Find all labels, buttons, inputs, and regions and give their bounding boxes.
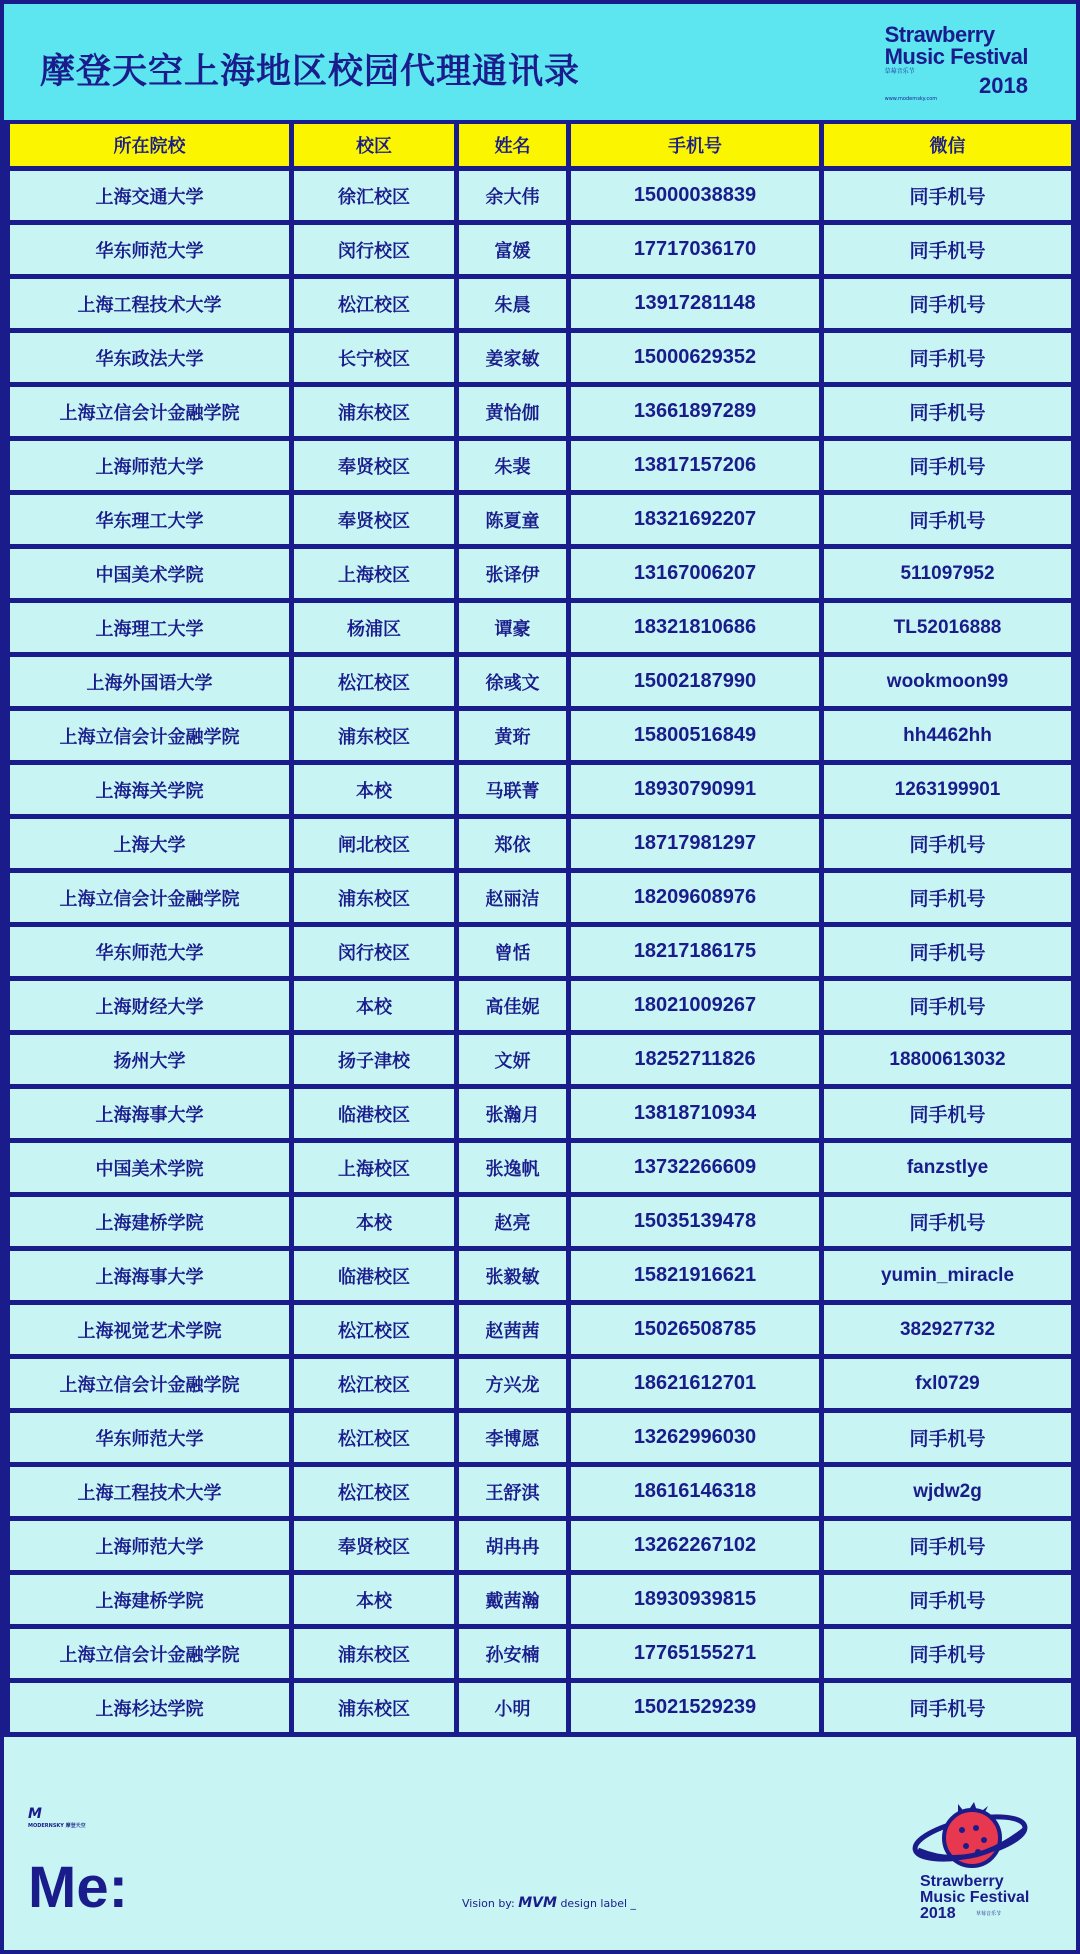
table-row (4, 819, 1076, 873)
cell-name: 徐彧文 (459, 657, 571, 711)
cell-name: 谭豪 (459, 603, 571, 657)
cell-name: 陈夏童 (459, 495, 571, 549)
cell-name: 富媛 (459, 225, 571, 279)
cell-phone: 17765155271 (571, 1629, 824, 1683)
cell-wechat: fxl0729 (824, 1359, 1076, 1413)
cell-name: 郑依 (459, 819, 571, 873)
cell-name: 赵茜茜 (459, 1305, 571, 1359)
cell-name: 胡冉冉 (459, 1521, 571, 1575)
table-row (4, 1143, 1076, 1197)
cell-phone: 18616146318 (571, 1467, 824, 1521)
cell-campus: 本校 (294, 765, 459, 819)
table-row (4, 1197, 1076, 1251)
cell-name: 朱晨 (459, 279, 571, 333)
footer-festival-logo (920, 1874, 1029, 1922)
table-body (4, 171, 1076, 1737)
cell-name: 曾恬 (459, 927, 571, 981)
cell-name: 文妍 (459, 1035, 571, 1089)
cell-phone: 13262996030 (571, 1413, 824, 1467)
cell-school: 上海工程技术大学 (4, 1467, 294, 1521)
cell-phone: 13917281148 (571, 279, 824, 333)
table-row (4, 171, 1076, 225)
cell-school: 华东师范大学 (4, 927, 294, 981)
vision-brand: MVM (518, 1895, 557, 1911)
footer-brand-line1: Strawberry (920, 1873, 1004, 1890)
cell-campus: 闵行校区 (294, 927, 459, 981)
cell-wechat: 同手机号 (824, 495, 1076, 549)
cell-wechat: 同手机号 (824, 1413, 1076, 1467)
cell-wechat: 同手机号 (824, 441, 1076, 495)
footer-brand-year: 2018 (920, 1905, 956, 1922)
cell-phone: 18930939815 (571, 1575, 824, 1629)
brand-line2: Music Festival (884, 44, 1028, 69)
cell-name: 王舒淇 (459, 1467, 571, 1521)
cell-name: 黄珩 (459, 711, 571, 765)
cell-name: 赵亮 (459, 1197, 571, 1251)
cell-campus: 上海校区 (294, 1143, 459, 1197)
cell-school: 上海建桥学院 (4, 1197, 294, 1251)
cell-wechat: 382927732 (824, 1305, 1076, 1359)
cell-name: 余大伟 (459, 171, 571, 225)
cell-school: 上海海事大学 (4, 1251, 294, 1305)
cell-name: 小明 (459, 1683, 571, 1737)
cell-phone: 18021009267 (571, 981, 824, 1035)
cell-campus: 松江校区 (294, 1467, 459, 1521)
cell-wechat: 同手机号 (824, 1197, 1076, 1251)
cell-phone: 18217186175 (571, 927, 824, 981)
cell-wechat: 同手机号 (824, 1683, 1076, 1737)
table-row (4, 387, 1076, 441)
brand-url: www.modernsky.com (884, 96, 938, 102)
brand-year: 2018 (979, 73, 1028, 98)
cell-school: 上海立信会计金融学院 (4, 873, 294, 927)
cell-wechat: 同手机号 (824, 819, 1076, 873)
footer-brand-line2: Music Festival (920, 1889, 1030, 1906)
cell-phone: 18930790991 (571, 765, 824, 819)
cell-phone: 13661897289 (571, 387, 824, 441)
cell-name: 张毅敏 (459, 1251, 571, 1305)
cell-name: 张译伊 (459, 549, 571, 603)
cell-school: 上海视觉艺术学院 (4, 1305, 294, 1359)
cell-wechat: yumin_miracle (824, 1251, 1076, 1305)
modernsky-sub: MODERNSKY 摩登天空 (28, 1823, 86, 1829)
strawberry-planet-icon (906, 1790, 1046, 1878)
cell-school: 华东政法大学 (4, 333, 294, 387)
cell-campus: 浦东校区 (294, 711, 459, 765)
cell-wechat: 同手机号 (824, 279, 1076, 333)
cell-school: 扬州大学 (4, 1035, 294, 1089)
cell-phone: 17717036170 (571, 225, 824, 279)
cell-campus: 本校 (294, 981, 459, 1035)
cell-name: 戴茜瀚 (459, 1575, 571, 1629)
cell-wechat: 同手机号 (824, 225, 1076, 279)
cell-wechat: 1263199901 (824, 765, 1076, 819)
cell-name: 李博愿 (459, 1413, 571, 1467)
cell-phone: 13262267102 (571, 1521, 824, 1575)
cell-wechat: 18800613032 (824, 1035, 1076, 1089)
table-row (4, 1035, 1076, 1089)
cell-campus: 本校 (294, 1575, 459, 1629)
cell-campus: 徐汇校区 (294, 171, 459, 225)
cell-name: 张逸帆 (459, 1143, 571, 1197)
cell-campus: 松江校区 (294, 657, 459, 711)
column-header-name: 姓名 (459, 120, 571, 171)
cell-phone: 15002187990 (571, 657, 824, 711)
cell-school: 上海交通大学 (4, 171, 294, 225)
cell-campus: 本校 (294, 1197, 459, 1251)
table-row (4, 1629, 1076, 1683)
table-row (4, 333, 1076, 387)
cell-wechat: 同手机号 (824, 387, 1076, 441)
vision-prefix: Vision by: (462, 1897, 515, 1910)
cell-school: 上海师范大学 (4, 441, 294, 495)
cell-campus: 松江校区 (294, 1359, 459, 1413)
me-label: Me: (28, 1855, 128, 1920)
cell-phone: 18252711826 (571, 1035, 824, 1089)
table-header-row (4, 120, 1076, 171)
cell-name: 孙安楠 (459, 1629, 571, 1683)
contact-table (4, 120, 1076, 1737)
footer-brand-sub: 草莓音乐节 (976, 1911, 1002, 1917)
table-row (4, 1359, 1076, 1413)
cell-phone: 13817157206 (571, 441, 824, 495)
page-header (4, 4, 1076, 124)
brand-sub: 草莓音乐节 (884, 68, 915, 75)
cell-school: 上海海关学院 (4, 765, 294, 819)
cell-school: 中国美术学院 (4, 1143, 294, 1197)
cell-name: 赵丽洁 (459, 873, 571, 927)
cell-wechat: wookmoon99 (824, 657, 1076, 711)
cell-wechat: wjdw2g (824, 1467, 1076, 1521)
cell-school: 上海建桥学院 (4, 1575, 294, 1629)
cell-phone: 18321692207 (571, 495, 824, 549)
vision-suffix: design label _ (560, 1897, 637, 1910)
cell-campus: 闵行校区 (294, 225, 459, 279)
page-title: 摩登天空上海地区校园代理通讯录 (40, 52, 581, 92)
table-row (4, 549, 1076, 603)
cell-wechat: 同手机号 (824, 1575, 1076, 1629)
table-row (4, 1413, 1076, 1467)
table-row (4, 279, 1076, 333)
cell-school: 上海立信会计金融学院 (4, 1359, 294, 1413)
column-header-school: 所在院校 (4, 120, 294, 171)
cell-wechat: fanzstlye (824, 1143, 1076, 1197)
cell-school: 中国美术学院 (4, 549, 294, 603)
column-header-phone: 手机号 (571, 120, 824, 171)
table-row (4, 225, 1076, 279)
cell-name: 高佳妮 (459, 981, 571, 1035)
column-header-wechat: 微信 (824, 120, 1076, 171)
cell-campus: 浦东校区 (294, 387, 459, 441)
cell-campus: 浦东校区 (294, 1629, 459, 1683)
table-row (4, 927, 1076, 981)
table-row (4, 495, 1076, 549)
cell-wechat: hh4462hh (824, 711, 1076, 765)
table-row (4, 1089, 1076, 1143)
cell-school: 上海海事大学 (4, 1089, 294, 1143)
cell-campus: 松江校区 (294, 1305, 459, 1359)
cell-school: 上海立信会计金融学院 (4, 387, 294, 441)
cell-campus: 松江校区 (294, 1413, 459, 1467)
cell-phone: 18717981297 (571, 819, 824, 873)
cell-wechat: TL52016888 (824, 603, 1076, 657)
cell-campus: 浦东校区 (294, 873, 459, 927)
cell-phone: 13167006207 (571, 549, 824, 603)
cell-school: 上海大学 (4, 819, 294, 873)
cell-wechat: 同手机号 (824, 1521, 1076, 1575)
cell-wechat: 同手机号 (824, 333, 1076, 387)
cell-campus: 奉贤校区 (294, 1521, 459, 1575)
festival-logo (884, 22, 1028, 102)
cell-school: 上海立信会计金融学院 (4, 711, 294, 765)
cell-phone: 15000038839 (571, 171, 824, 225)
table-row (4, 603, 1076, 657)
cell-name: 方兴龙 (459, 1359, 571, 1413)
table-row (4, 765, 1076, 819)
cell-phone: 18209608976 (571, 873, 824, 927)
cell-wechat: 同手机号 (824, 1089, 1076, 1143)
cell-school: 华东师范大学 (4, 1413, 294, 1467)
cell-school: 上海立信会计金融学院 (4, 1629, 294, 1683)
cell-name: 姜家敏 (459, 333, 571, 387)
cell-campus: 奉贤校区 (294, 495, 459, 549)
cell-campus: 闸北校区 (294, 819, 459, 873)
table-row (4, 981, 1076, 1035)
cell-wechat: 同手机号 (824, 927, 1076, 981)
cell-school: 华东师范大学 (4, 225, 294, 279)
cell-name: 朱裴 (459, 441, 571, 495)
cell-wechat: 同手机号 (824, 171, 1076, 225)
cell-school: 上海杉达学院 (4, 1683, 294, 1737)
table-row (4, 1683, 1076, 1737)
table-row (4, 1575, 1076, 1629)
table-row (4, 1467, 1076, 1521)
cell-campus: 奉贤校区 (294, 441, 459, 495)
cell-school: 华东理工大学 (4, 495, 294, 549)
cell-school: 上海工程技术大学 (4, 279, 294, 333)
cell-campus: 杨浦区 (294, 603, 459, 657)
cell-wechat: 511097952 (824, 549, 1076, 603)
cell-phone: 15026508785 (571, 1305, 824, 1359)
cell-phone: 18321810686 (571, 603, 824, 657)
cell-phone: 13732266609 (571, 1143, 824, 1197)
cell-campus: 松江校区 (294, 279, 459, 333)
cell-wechat: 同手机号 (824, 873, 1076, 927)
cell-school: 上海外国语大学 (4, 657, 294, 711)
cell-name: 黄怡伽 (459, 387, 571, 441)
cell-campus: 浦东校区 (294, 1683, 459, 1737)
cell-phone: 15021529239 (571, 1683, 824, 1737)
cell-campus: 临港校区 (294, 1251, 459, 1305)
modernsky-logo (28, 1806, 86, 1829)
vision-credit (462, 1895, 636, 1911)
cell-phone: 18621612701 (571, 1359, 824, 1413)
modernsky-mark: M (28, 1806, 42, 1822)
cell-campus: 临港校区 (294, 1089, 459, 1143)
cell-name: 马联菁 (459, 765, 571, 819)
cell-school: 上海理工大学 (4, 603, 294, 657)
cell-phone: 15821916621 (571, 1251, 824, 1305)
table-row (4, 873, 1076, 927)
cell-wechat: 同手机号 (824, 981, 1076, 1035)
cell-phone: 15000629352 (571, 333, 824, 387)
table-row (4, 1251, 1076, 1305)
cell-campus: 长宁校区 (294, 333, 459, 387)
table-row (4, 1305, 1076, 1359)
cell-campus: 上海校区 (294, 549, 459, 603)
cell-school: 上海师范大学 (4, 1521, 294, 1575)
cell-phone: 13818710934 (571, 1089, 824, 1143)
cell-phone: 15035139478 (571, 1197, 824, 1251)
table-row (4, 711, 1076, 765)
table-row (4, 1521, 1076, 1575)
cell-name: 张瀚月 (459, 1089, 571, 1143)
cell-school: 上海财经大学 (4, 981, 294, 1035)
column-header-campus: 校区 (294, 120, 459, 171)
brand-line1: Strawberry (884, 22, 995, 47)
cell-wechat: 同手机号 (824, 1629, 1076, 1683)
cell-phone: 15800516849 (571, 711, 824, 765)
cell-campus: 扬子津校 (294, 1035, 459, 1089)
table-row (4, 657, 1076, 711)
table-row (4, 441, 1076, 495)
